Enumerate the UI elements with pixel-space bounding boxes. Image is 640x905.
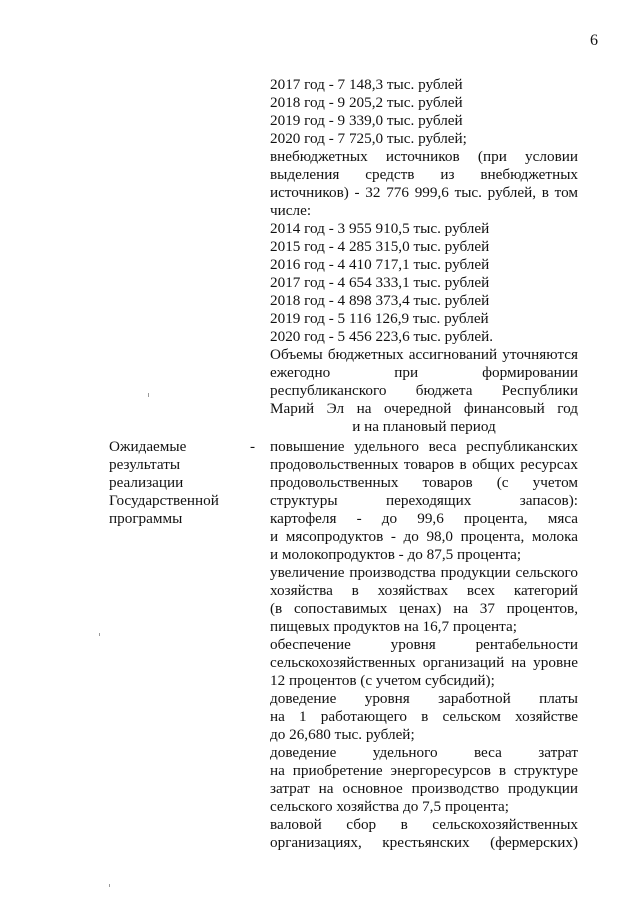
results-line: картофеля - до 99,6 процента, мяса — [270, 510, 578, 527]
results-line: структуры переходящих запасов): — [270, 492, 578, 509]
funding-line: республиканского бюджета Республики — [270, 382, 578, 399]
results-line: на приобретение энергоресурсов в структуре — [270, 762, 578, 779]
funding-line: ежегодно при формировании — [270, 364, 578, 381]
label-line: реализации — [109, 474, 184, 491]
results-line: сельского хозяйства до 7,5 процента; — [270, 798, 509, 815]
funding-line: внебюджетных источников (при условии — [270, 148, 578, 165]
results-line: доведение удельного веса затрат — [270, 744, 578, 761]
funding-line: 2016 год - 4 410 717,1 тыс. рублей — [270, 256, 490, 273]
results-line: и мясопродуктов - до 98,0 процента, молока — [270, 528, 578, 545]
results-line: 12 процентов (с учетом субсидий); — [270, 672, 495, 689]
label-dash: - — [250, 438, 256, 455]
funding-line: Объемы бюджетных ассигнований уточняются — [270, 346, 578, 363]
funding-line: 2017 год - 4 654 333,1 тыс. рублей — [270, 274, 490, 291]
page-number: 6 — [590, 32, 598, 49]
label-line: результаты — [109, 456, 181, 473]
scan-speck — [99, 633, 100, 636]
funding-line: числе: — [270, 202, 312, 219]
funding-line: источников) - 32 776 999,6 тыс. рублей, в том — [270, 184, 578, 201]
funding-line: 2020 год - 7 725,0 тыс. рублей; — [270, 130, 467, 147]
funding-line: 2015 год - 4 285 315,0 тыс. рублей — [270, 238, 490, 255]
funding-line: и на плановый период — [352, 418, 496, 435]
results-line: обеспечение уровня рентабельности — [270, 636, 578, 653]
results-line: увеличение производства продукции сельского — [270, 564, 578, 581]
funding-line: выделения средств из внебюджетных — [270, 166, 578, 183]
funding-line: 2019 год - 9 339,0 тыс. рублей — [270, 112, 463, 129]
scan-speck — [109, 884, 110, 887]
funding-line: 2017 год - 7 148,3 тыс. рублей — [270, 76, 463, 93]
label-line: программы — [109, 510, 183, 527]
results-line: хозяйства в хозяйствах всех категорий — [270, 582, 578, 599]
results-line: затрат на основное производство продукции — [270, 780, 578, 797]
results-line: до 26,680 тыс. рублей; — [270, 726, 415, 743]
funding-line: 2019 год - 5 116 126,9 тыс. рублей — [270, 310, 489, 327]
funding-line: 2018 год - 4 898 373,4 тыс. рублей — [270, 292, 490, 309]
results-line: пищевых продуктов на 16,7 процента; — [270, 618, 517, 635]
results-line: сельскохозяйственных организаций на уровне — [270, 654, 578, 671]
label-line: Государственной — [109, 492, 219, 509]
results-line: организациях, крестьянских (фермерских) — [270, 834, 578, 851]
results-line: повышение удельного веса республиканских — [270, 438, 578, 455]
results-line: на 1 работающего в сельском хозяйстве — [270, 708, 578, 725]
funding-line: Марий Эл на очередной финансовый год — [270, 400, 578, 417]
results-line: продовольственных товаров (с учетом — [270, 474, 578, 491]
funding-line: 2014 год - 3 955 910,5 тыс. рублей — [270, 220, 490, 237]
funding-line: 2020 год - 5 456 223,6 тыс. рублей. — [270, 328, 494, 345]
results-line: (в сопоставимых ценах) на 37 процентов, — [270, 600, 578, 617]
results-line: продовольственных товаров в общих ресурсах — [270, 456, 578, 473]
label-line: Ожидаемые — [109, 438, 187, 455]
results-line: и молокопродуктов - до 87,5 процента; — [270, 546, 522, 563]
scan-speck — [148, 393, 149, 397]
results-line: валовой сбор в сельскохозяйственных — [270, 816, 578, 833]
funding-line: 2018 год - 9 205,2 тыс. рублей — [270, 94, 463, 111]
results-line: доведение уровня заработной платы — [270, 690, 578, 707]
